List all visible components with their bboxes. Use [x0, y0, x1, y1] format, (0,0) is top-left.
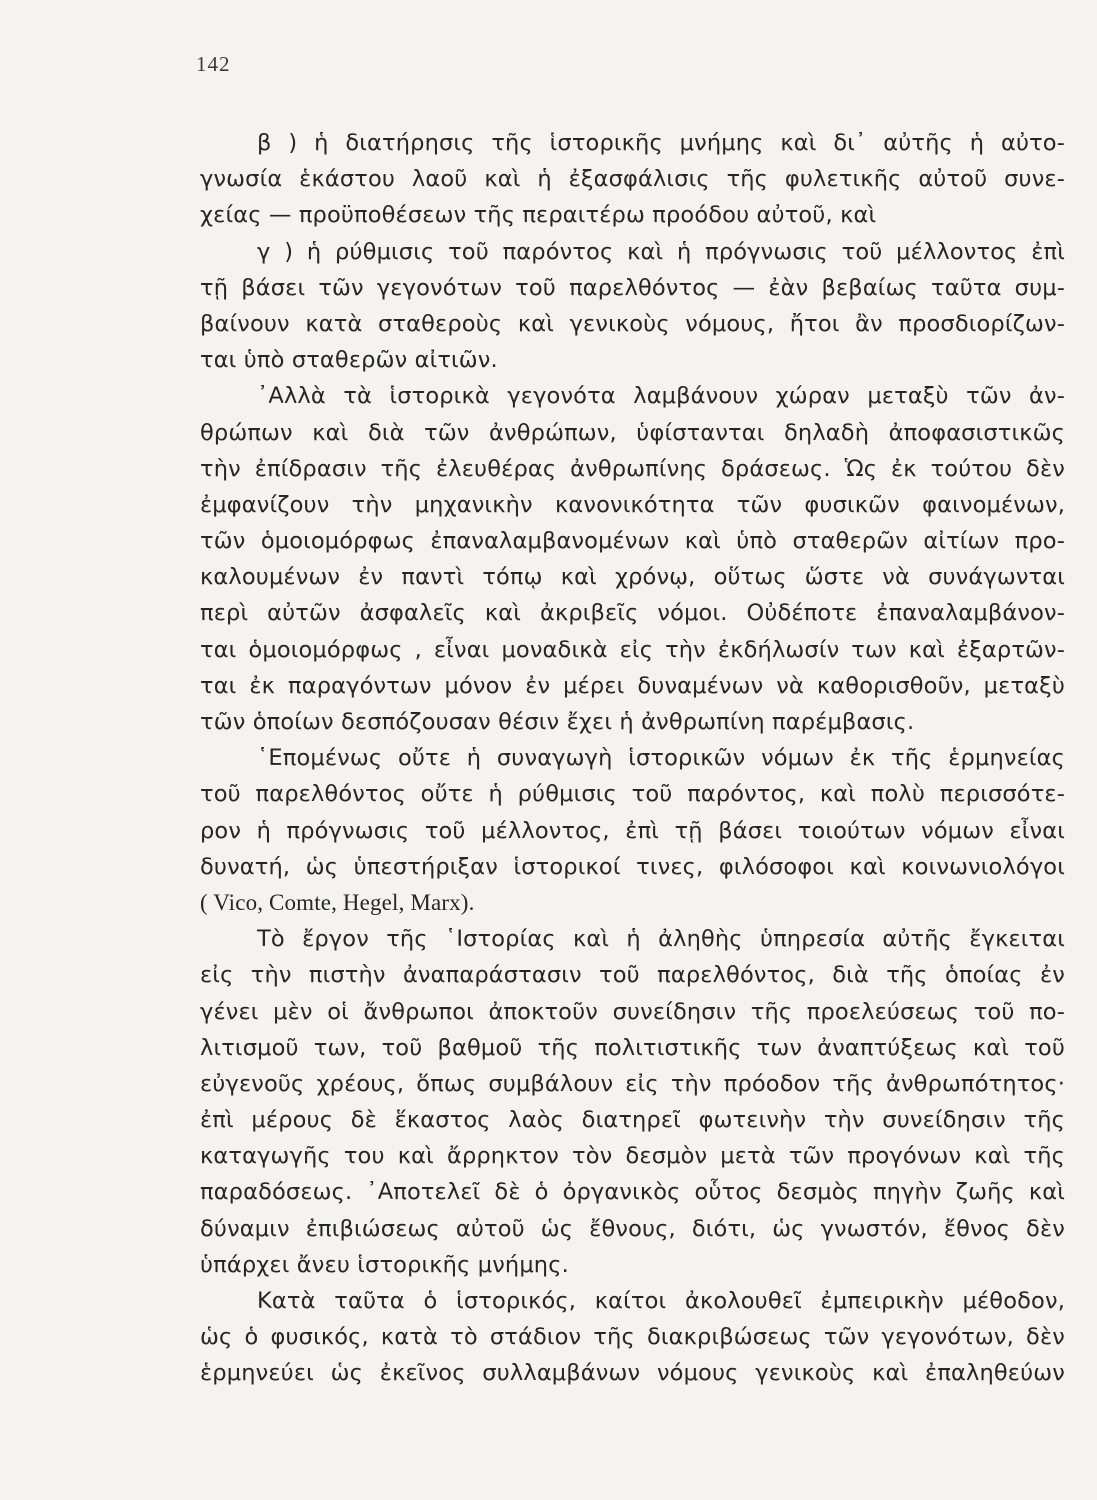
text-line: ᾽Αλλὰ τὰ ἱστορικὰ γεγονότα λαμβάνουν χώραν μεταξὺ τῶν ἀν- [257, 383, 1065, 410]
text-line: β ) ἡ διατήρησις τῆς ἱστορικῆς μνήμης καὶ δι᾽ αὐτῆς ἡ αὐτο- [257, 130, 1065, 156]
text-line: ἐμφανίζουν τὴν μηχανικὴν κανονικότητα τῶν φυσικῶν φαινομένων, [200, 491, 1065, 518]
text-line: ῾Επομένως οὔτε ἡ συναγωγὴ ἱστορικῶν νόμων ἐκ τῆς ἑρμηνείας [257, 745, 1065, 772]
page-number: 142 [196, 52, 231, 76]
text-line: ὑπάρχει ἄνευ ἱστορικῆς μνήμης. [200, 1251, 569, 1278]
text-line: Τὸ ἔργον τῆς ῾Ιστορίας καὶ ἡ ἀληθὴς ὑπηρεσία αὐτῆς ἔγκειται [257, 926, 1065, 953]
text-line: ται ὁμοιομόρφως , εἶναι μοναδικὰ εἰς τὴν ἐκδήλωσίν των καὶ ἐξαρτῶν- [200, 636, 1065, 663]
text-line: εἰς τὴν πιστὴν ἀναπαράστασιν τοῦ παρελθόντος, διὰ τῆς ὁποίας ἐν [200, 962, 1065, 989]
text-line: καλουμένων ἐν παντὶ τόπῳ καὶ χρόνῳ, οὕτως ὥστε νὰ συνάγωνται [200, 564, 1065, 591]
text-line: ἑρμηνεύει ὡς ἐκεῖνος συλλαμβάνων νόμους γενικοὺς καὶ ἐπαληθεύων [200, 1360, 1065, 1387]
text-line: γνωσία ἑκάστου λαοῦ καὶ ἡ ἐξασφάλισις τῆς φυλετικῆς αὐτοῦ συνε- [200, 166, 1065, 193]
text-line: δυνατή, ὡς ὑπεστήριξαν ἱστορικοί τινες, φιλόσοφοι καὶ κοινωνιολόγοι [200, 853, 1065, 880]
text-line: ται ἐκ παραγόντων μόνον ἐν μέρει δυναμένων νὰ καθορισθοῦν, μεταξὺ [200, 672, 1065, 699]
text-line: ρον ἡ πρόγνωσις τοῦ μέλλοντος, ἐπὶ τῇ βάσει τοιούτων νόμων εἶναι [200, 817, 1065, 844]
text-line: θρώπων καὶ διὰ τῶν ἀνθρώπων, ὑφίστανται δηλαδὴ ἀποφασιστικῶς [200, 419, 1065, 446]
text-line: ( Vico, Comte, Hegel, Marx). [200, 889, 475, 915]
text-line: Κατὰ ταῦτα ὁ ἱστορικός, καίτοι ἀκολουθεῖ ἐμπειρικὴν μέθοδον, [257, 1288, 1065, 1314]
text-line: ἐπὶ μέρους δὲ ἕκαστος λαὸς διατηρεῖ φωτεινὴν τὴν συνείδησιν τῆς [200, 1107, 1065, 1134]
text-line: λιτισμοῦ των, τοῦ βαθμοῦ τῆς πολιτιστικῆς των ἀναπτύξεως καὶ τοῦ [200, 1034, 1065, 1061]
text-line: βαίνουν κατὰ σταθεροὺς καὶ γενικοὺς νόμους, ἤτοι ἂν προσδιορίζων- [200, 310, 1065, 337]
text-line: εὐγενοῦς χρέους, ὅπως συμβάλουν εἰς τὴν πρόοδον τῆς ἀνθρωπότητος· [200, 1070, 1065, 1097]
text-line: ὡς ὁ φυσικός, κατὰ τὸ στάδιον τῆς διακριβώσεως τῶν γεγονότων, δὲν [200, 1324, 1065, 1351]
text-line: ται ὑπὸ σταθερῶν αἰτιῶν. [200, 347, 498, 374]
text-line: τῶν ὁμοιομόρφως ἐπαναλαμβανομένων καὶ ὑπὸ σταθερῶν αἰτίων προ- [200, 528, 1065, 555]
text-line: παραδόσεως. ᾽Αποτελεῖ δὲ ὁ ὀργανικὸς οὗτος δεσμὸς πηγὴν ζωῆς καὶ [200, 1179, 1065, 1206]
text-line: τὴν ἐπίδρασιν τῆς ἐλευθέρας ἀνθρωπίνης δράσεως. Ὡς ἐκ τούτου δὲν [200, 455, 1065, 482]
text-line: τοῦ παρελθόντος οὔτε ἡ ρύθμισις τοῦ παρόντος, καὶ πολὺ περισσότε- [200, 781, 1065, 808]
text-line: τῶν ὁποίων δεσπόζουσαν θέσιν ἔχει ἡ ἀνθρωπίνη παρέμβασις. [200, 709, 915, 735]
text-line: καταγωγῆς του καὶ ἄρρηκτον τὸν δεσμὸν μετὰ τῶν προγόνων καὶ τῆς [200, 1143, 1065, 1170]
text-line: χείας — προϋποθέσεων τῆς περαιτέρω προόδου αὐτοῦ, καὶ [200, 202, 877, 229]
text-line: γ ) ἡ ρύθμισις τοῦ παρόντος καὶ ἡ πρόγνωσις τοῦ μέλλοντος ἐπὶ [257, 238, 1065, 265]
text-line: περὶ αὐτῶν ἀσφαλεῖς καὶ ἀκριβεῖς νόμοι. Οὐδέποτε ἐπαναλαμβάνον- [200, 600, 1065, 627]
body-text [200, 125, 1065, 1392]
text-line: δύναμιν ἐπιβιώσεως αὐτοῦ ὡς ἔθνους, διότι, ὡς γνωστόν, ἔθνος δὲν [200, 1215, 1065, 1242]
text-line: τῇ βάσει τῶν γεγονότων τοῦ παρελθόντος — ἐὰν βεβαίως ταῦτα συμ- [200, 274, 1065, 301]
text-line: γένει μὲν οἱ ἄνθρωποι ἀποκτοῦν συνείδησιν τῆς προελεύσεως τοῦ πο- [200, 998, 1065, 1025]
